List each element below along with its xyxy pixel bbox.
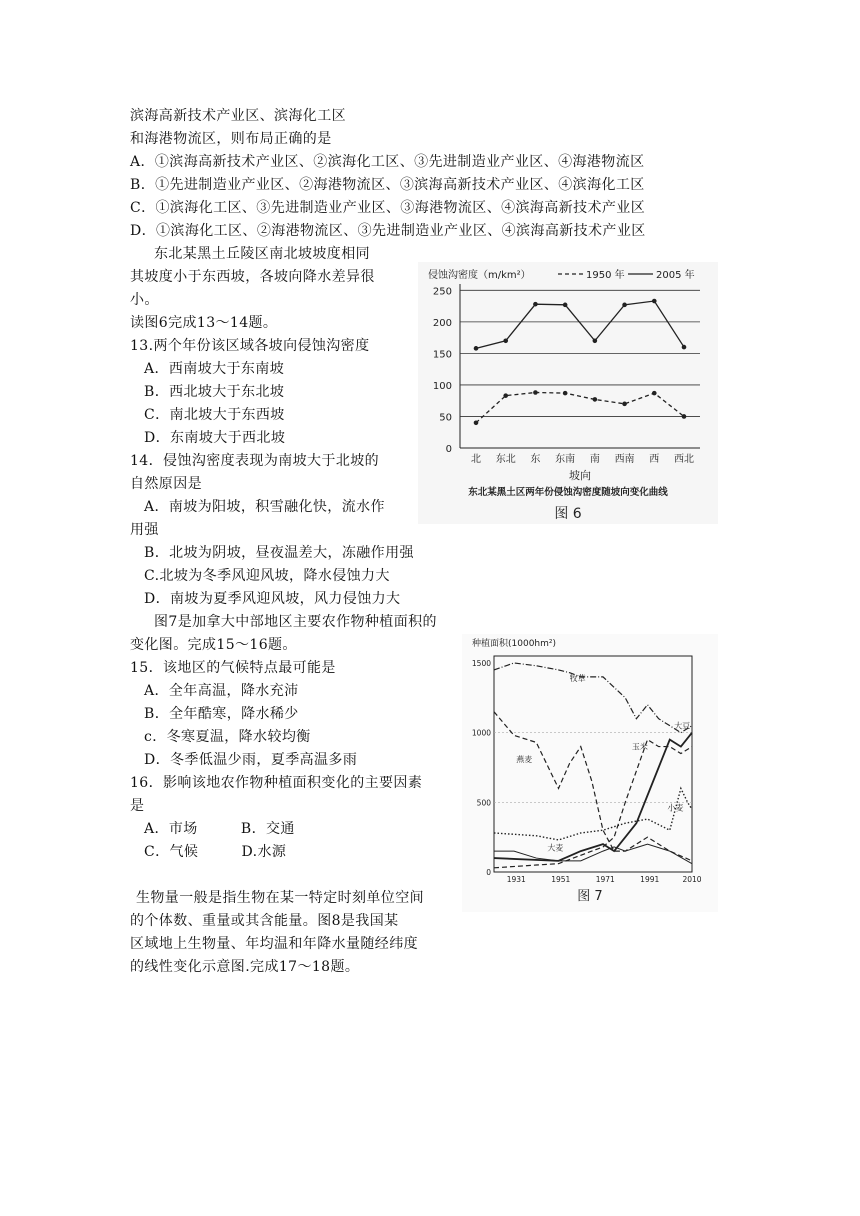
- fig7-series-label: 牧草: [569, 674, 586, 684]
- text-line: 和海港物流区，则布局正确的是: [130, 131, 332, 147]
- fig6-point: [474, 346, 479, 351]
- fig7-xtick-label: 2010: [682, 875, 702, 884]
- text-line: 变化图。完成15～16题。: [130, 637, 297, 653]
- option-c: C.北坡为冬季风迎风坡，降水侵蚀力大: [144, 568, 390, 584]
- fig6-point: [533, 390, 538, 395]
- options-cd: C．气候 D.水源: [144, 844, 287, 860]
- option-a: A．西南坡大于东南坡: [144, 361, 285, 377]
- fig6-xtick-label: 西北: [674, 454, 694, 465]
- fig7-series-label: 玉米: [631, 742, 648, 752]
- option-c: C．①滨海化工区、③先进制造业产业区、③海港物流区、④滨海高新技术产业区: [130, 200, 646, 216]
- option-d: D．①滨海化工区、②海港物流区、③先进制造业产业区、④滨海高新技术产业区: [130, 223, 646, 239]
- text-line: 的线性变化示意图.完成17～18题。: [130, 959, 360, 975]
- fig7-xtick-label: 1991: [640, 875, 660, 884]
- text-line: 自然原因是: [130, 476, 202, 492]
- option-d: D．南坡为夏季风迎风坡，风力侵蚀力大: [144, 591, 401, 607]
- option-a: A．南坡为阳坡，积雪融化快，流水作: [144, 499, 385, 515]
- fig6-point: [622, 303, 627, 308]
- fig7-caption: 图 7: [577, 889, 603, 904]
- figure-6: [418, 262, 718, 524]
- fig6-chart: [418, 262, 718, 524]
- fig6-point: [503, 338, 508, 343]
- option-a: A．全年高温，降水充沛: [144, 683, 299, 699]
- fig6-legend-1950: 1950 年: [586, 270, 625, 281]
- fig6-ytick-label: 250: [432, 286, 452, 298]
- fig6-ytick-label: 0: [445, 444, 452, 455]
- fig6-point: [682, 414, 687, 419]
- question-14: 14．侵蚀沟密度表现为南坡大于北坡的: [130, 453, 380, 469]
- fig6-xtick-label: 东南: [555, 454, 576, 465]
- text-line: 小。: [130, 292, 159, 308]
- question-13: 13.两个年份该区域各坡向侵蚀沟密度: [130, 338, 370, 354]
- fig6-xtick-label: 东: [530, 454, 541, 465]
- fig6-xtick-label: 东北: [495, 454, 516, 465]
- option-c: C．南北坡大于东西坡: [144, 407, 285, 423]
- option-b: B．全年酷寒，降水稀少: [144, 706, 299, 722]
- text-line: 东北某黑土丘陵区南北坡坡度相同: [154, 246, 370, 262]
- fig6-point: [652, 391, 657, 396]
- question-15: 15．该地区的气候特点最可能是: [130, 660, 336, 676]
- fig6-ytick-label: 150: [432, 349, 452, 361]
- fig6-point: [563, 303, 568, 308]
- fig6-point: [682, 345, 687, 350]
- options-ab: A．市场 B．交通: [144, 821, 295, 837]
- option-b: B．①先进制造业产业区、②海港物流区、③滨海高新技术产业区、④滨海化工区: [130, 177, 645, 193]
- fig6-ytick-label: 200: [432, 317, 452, 329]
- option-a: A．①滨海高新技术产业区、②滨海化工区、③先进制造业产业区、④海港物流区: [130, 154, 645, 170]
- fig6-title: 东北某黑土区两年份侵蚀沟密度随坡向变化曲线: [468, 487, 668, 498]
- text-line: 滨海高新技术产业区、滨海化工区: [130, 108, 346, 124]
- text-line: 图7是加拿大中部地区主要农作物种植面积的: [154, 614, 437, 630]
- fig6-point: [563, 391, 568, 396]
- fig6-point: [593, 338, 598, 343]
- fig6-ytick-label: 50: [439, 412, 452, 424]
- fig7-series-label: 大豆: [674, 721, 691, 731]
- fig7-ytick-label: 1500: [471, 658, 491, 668]
- option-b: B．西北坡大于东北坡: [144, 384, 285, 400]
- fig6-xtick-label: 西: [649, 454, 660, 465]
- fig7-series-label: 大麦: [547, 843, 564, 853]
- fig7-series-label: 燕麦: [516, 754, 533, 764]
- fig7-background: [462, 634, 718, 912]
- fig6-point: [503, 393, 508, 398]
- fig6-legend-2005: 2005 年: [656, 270, 695, 281]
- question-16: 16．影响该地农作物种植面积变化的主要因素: [130, 775, 423, 791]
- fig7-ytick-label: 0: [486, 868, 491, 877]
- fig6-caption: 图 6: [554, 506, 582, 522]
- fig6-point: [533, 302, 538, 307]
- fig6-xtick-label: 西南: [614, 454, 635, 465]
- option-c: c．冬寒夏温，降水较均衡: [144, 729, 311, 745]
- fig7-ytick-label: 1000: [471, 728, 491, 738]
- fig6-point: [622, 402, 627, 407]
- fig7-xtick-label: 1931: [506, 875, 526, 884]
- fig6-xtick-label: 南: [589, 454, 600, 465]
- text-line: 的个体数、重量或其含能量。图8是我国某: [130, 913, 399, 929]
- fig6-ytick-label: 100: [432, 380, 452, 392]
- fig6-xlabel: 坡向: [569, 469, 591, 482]
- option-d: D．东南坡大于西北坡: [144, 430, 286, 446]
- fig7-chart: [462, 634, 718, 912]
- text-line: 读图6完成13～14题。: [130, 315, 278, 331]
- fig6-point: [593, 397, 598, 402]
- fig7-ytick-label: 500: [476, 798, 491, 808]
- text-line: 生物量一般是指生物在某一特定时刻单位空间: [136, 890, 424, 906]
- text-line: 用强: [130, 522, 159, 538]
- fig7-xtick-label: 1951: [551, 875, 571, 884]
- text-line: 是: [130, 798, 145, 814]
- text-line: 其坡度小于东西坡，各坡向降水差异很: [130, 269, 375, 285]
- fig6-point: [652, 299, 657, 304]
- fig7-ylabel: 种植面积(1000hm²): [472, 639, 557, 649]
- fig7-xtick-label: 1971: [595, 875, 615, 884]
- fig6-xtick-label: 北: [471, 454, 481, 465]
- figure-7: [462, 634, 718, 912]
- fig7-series-label: 小麦: [667, 803, 684, 813]
- fig6-point: [474, 420, 479, 425]
- fig6-ylabel: 侵蚀沟密度（m/km²）: [428, 270, 531, 281]
- fig6-background: [418, 262, 718, 524]
- text-line: 区域地上生物量、年均温和年降水量随经纬度: [130, 936, 418, 952]
- option-d: D．冬季低温少雨，夏季高温多雨: [144, 752, 358, 768]
- option-b: B．北坡为阴坡，昼夜温差大，冻融作用强: [144, 545, 414, 561]
